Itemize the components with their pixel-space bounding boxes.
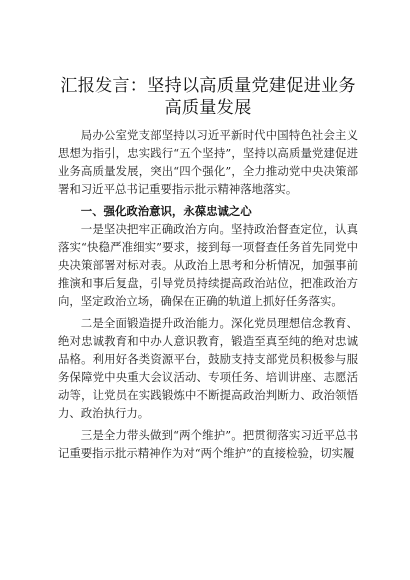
body-paragraph-1: 一是坚决把牢正确政治方向。坚持政治督查定位，认真落实“快稳严准细实”要求，接到每一项督查任务首先同党中央决策部署对标对表。从政治上思考和分析情况，加强事前推演和事后复盘，引导党员持续提高政治站位，把准政治方向，坚定政治立场，确保在正确的轨道上抓好任务落实。: [58, 222, 358, 308]
body-paragraph-3: 三是全力带头做到“两个维护”。把贯彻落实习近平总书记重要指示批示精神作为对“两个维护”的直接检验，切实履: [58, 428, 358, 460]
body-paragraph-2: 二是全面锻造提升政治能力。深化党员理想信念教育、绝对忠诚教育和中办人意识教育，锻造至真至纯的绝对忠诚品格。利用好各类资源平台，鼓励支持支部党员积极参与服务保障党中央重大会议活动、专项任务、培训讲座、志愿活动等，让党员在实践锻炼中不断提高政治判断力、政治领悟力、政治执行力。: [58, 316, 358, 420]
intro-paragraph: 局办公室党支部坚持以习近平新时代中国特色社会主义思想为指引，忠实践行“五个坚持”，坚持以高质量党建促进业务高质量发展，突出“四个强化”，全力推动党中央决策部署和习近平总书记重要指示批示精神落地落实。: [58, 128, 358, 196]
document-title: 汇报发言：坚持以高质量党建促进业务高质量发展: [60, 76, 356, 118]
document-page: [58, 75, 358, 462]
section-heading: 一、强化政治意识，永葆忠诚之心: [80, 204, 252, 218]
